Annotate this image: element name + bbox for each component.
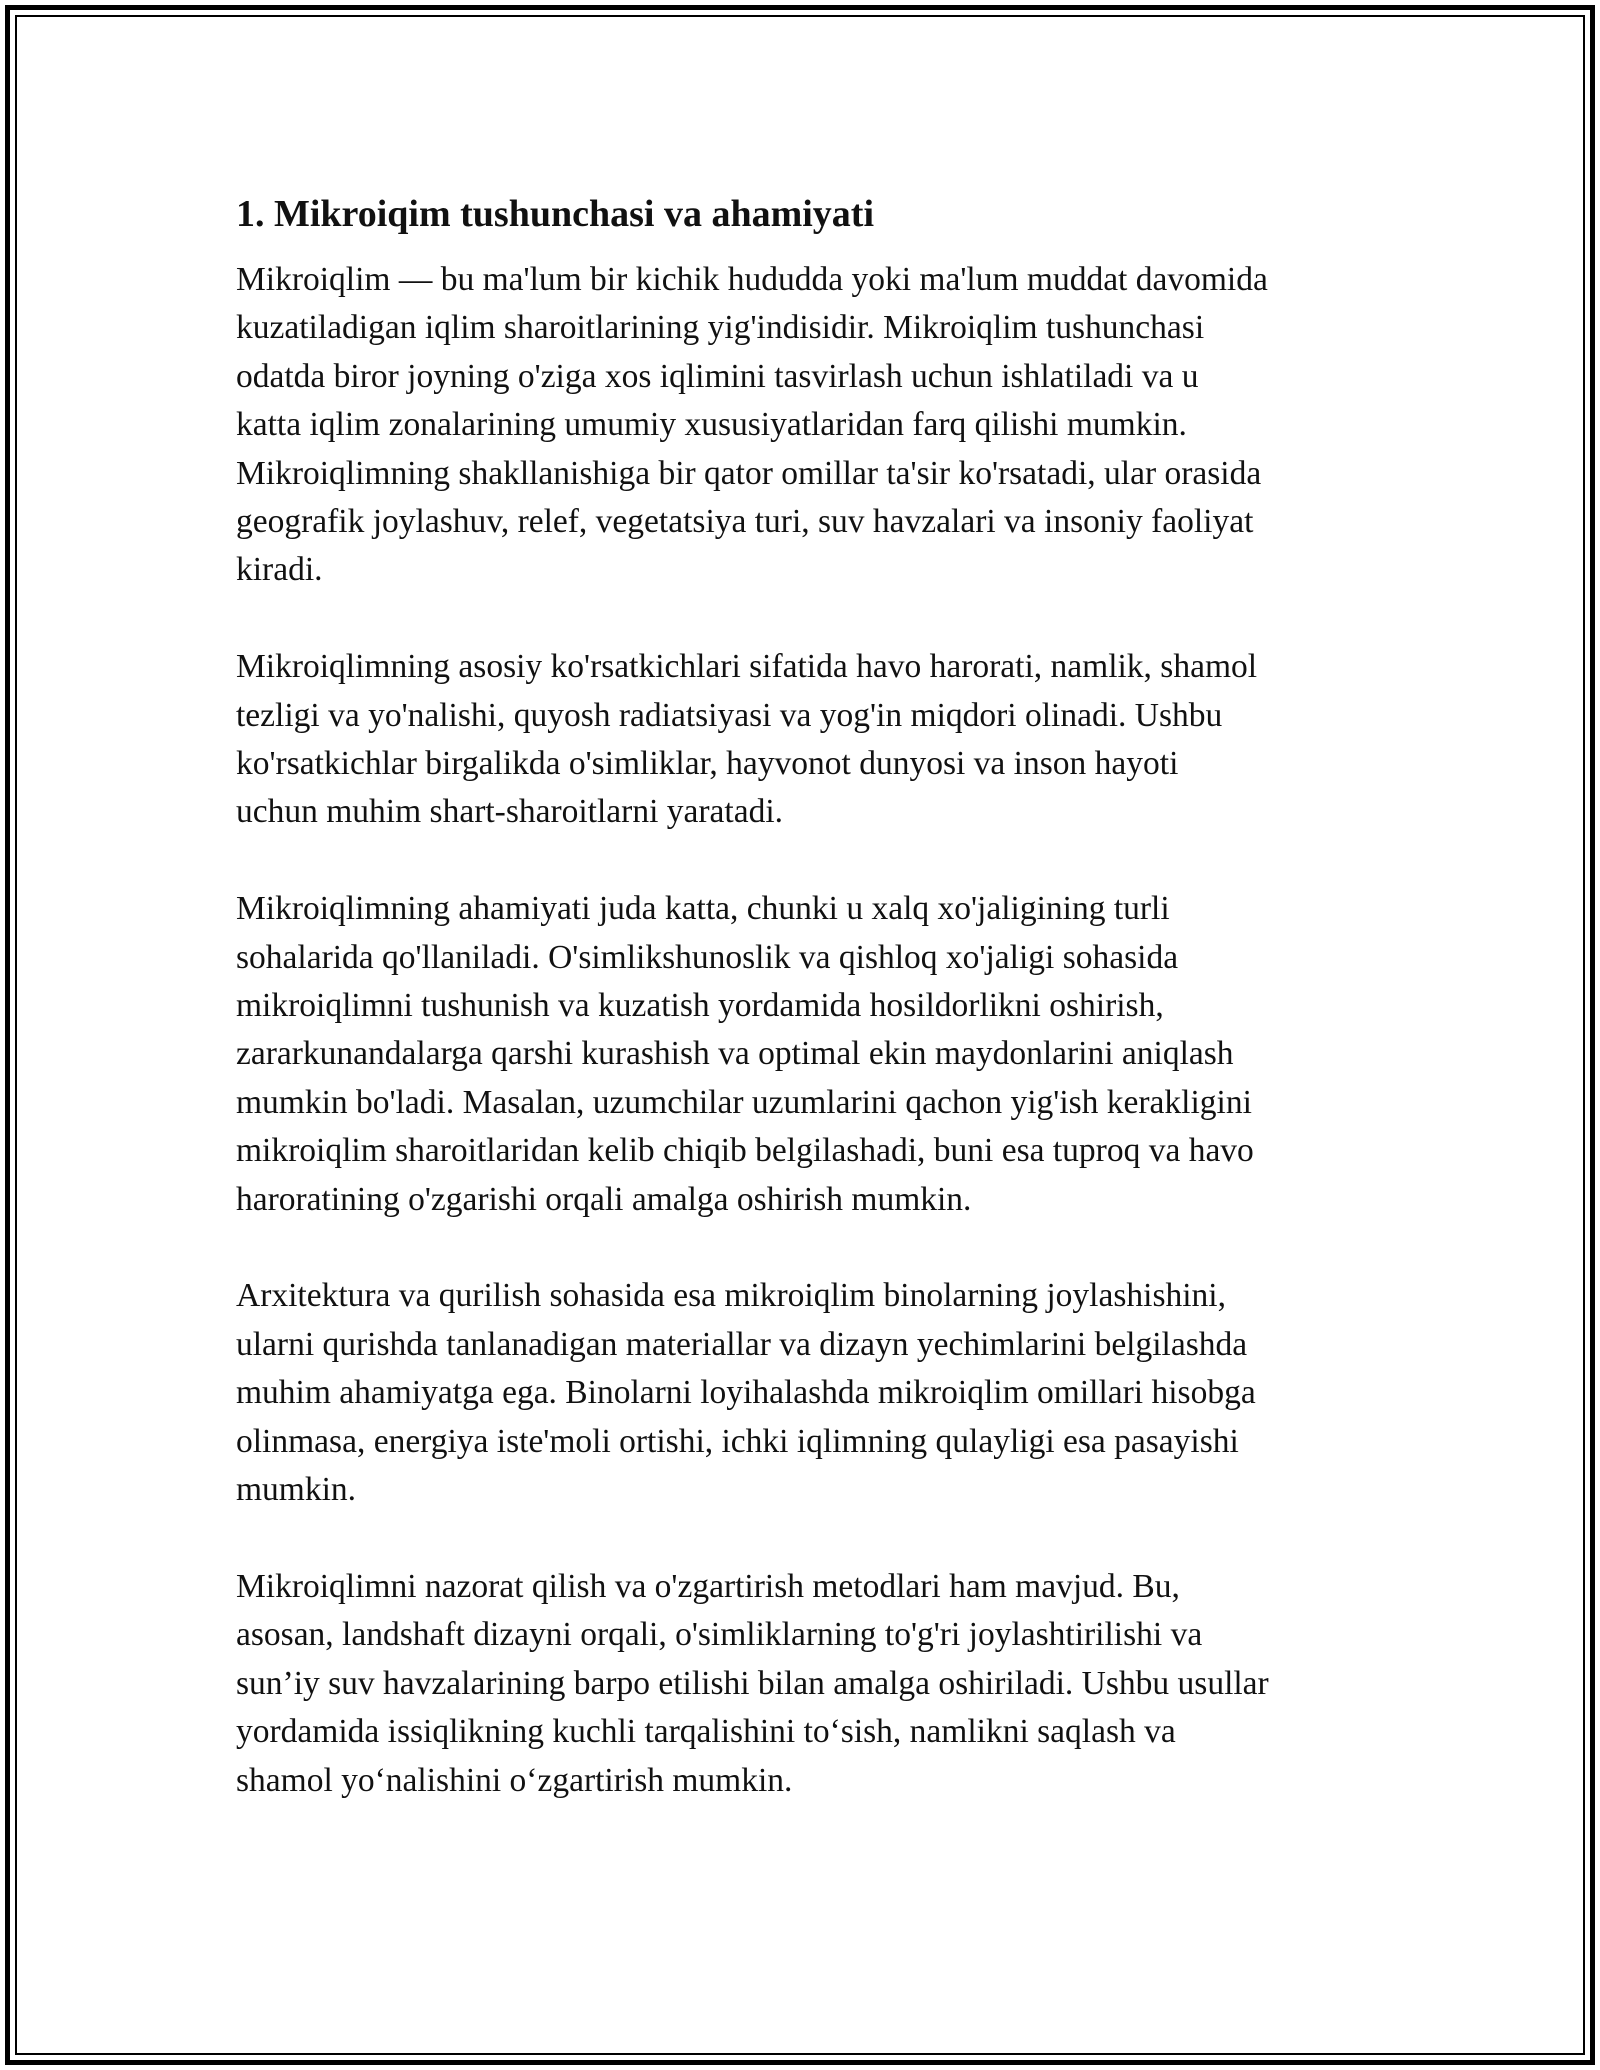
- paragraph-architecture: [236, 1272, 1376, 1514]
- text-line: sohalarida qo'llaniladi. O'simlikshunoslik va qishloq xo'jaligi sohasida: [236, 938, 1179, 976]
- text-line: shamol yo‘nalishini o‘zgartirish mumkin.: [236, 1761, 793, 1799]
- text-line: katta iqlim zonalarining umumiy xususiyatlaridan farq qilishi mumkin.: [236, 406, 1187, 444]
- text-line: odatda biror joyning o'ziga xos iqlimini tasvirlash uchun ishlatiladi va u: [236, 357, 1199, 395]
- text-line: asosan, landshaft dizayni orqali, o'simliklarning to'g'ri joylashtirilishi va: [236, 1616, 1203, 1654]
- text-line: ularni qurishda tanlanadigan materiallar va dizayn yechimlarini belgilashda: [236, 1325, 1248, 1363]
- text-line: haroratining o'zgarishi orqali amalga oshirish mumkin.: [236, 1180, 972, 1218]
- text-line: sun’iy suv havzalarining barpo etilishi bilan amalga oshiriladi. Ushbu usullar: [236, 1664, 1269, 1702]
- text-line: mumkin bo'ladi. Masalan, uzumchilar uzumlarini qachon yig'ish kerakligini: [236, 1083, 1252, 1121]
- text-line: mikroiqlimni tushunish va kuzatish yordamida hosildorlikni oshirish,: [236, 987, 1164, 1025]
- text-line: mikroiqlim sharoitlaridan kelib chiqib belgilashadi, buni esa tuproq va havo: [236, 1132, 1254, 1170]
- text-line: Mikroiqlimning shakllanishiga bir qator omillar ta'sir ko'rsatadi, ular orasida: [236, 454, 1262, 492]
- text-line: zararkunandalarga qarshi kurashish va optimal ekin maydonlarini aniqlash: [236, 1035, 1234, 1073]
- text-line: olinmasa, energiya iste'moli ortishi, ichki iqlimning qulayligi esa pasayishi: [236, 1422, 1239, 1460]
- text-line: tezligi va yo'nalishi, quyosh radiatsiyasi va yog'in miqdori olinadi. Ushbu: [236, 696, 1223, 734]
- text-line: Mikroiqlimning ahamiyati juda katta, chunki u xalq xo'jaligining turli: [236, 890, 1170, 928]
- paragraph-indicators: [236, 643, 1376, 837]
- text-line: mumkin.: [236, 1471, 357, 1509]
- text-line: kiradi.: [236, 551, 323, 589]
- paragraph-definition: [236, 256, 1376, 595]
- text-line: ko'rsatkichlar birgalikda o'simliklar, hayvonot dunyosi va inson hayoti: [236, 745, 1179, 783]
- text-line: muhim ahamiyatga ega. Binolarni loyihalashda mikroiqlim omillari hisobga: [236, 1374, 1256, 1412]
- text-line: Arxitektura va qurilish sohasida esa mikroiqlim binolarning joylashishini,: [236, 1277, 1226, 1315]
- text-line: kuzatiladigan iqlim sharoitlarining yig'indisidir. Mikroiqlim tushunchasi: [236, 309, 1205, 347]
- paragraph-control-methods: [236, 1563, 1376, 1805]
- text-line: Mikroiqlimni nazorat qilish va o'zgartirish metodlari ham mavjud. Bu,: [236, 1567, 1180, 1605]
- text-line: Mikroiqlimning asosiy ko'rsatkichlari sifatida havo harorati, namlik, shamol: [236, 648, 1258, 686]
- text-line: geografik joylashuv, relef, vegetatsiya turi, suv havzalari va insoniy faoliyat: [236, 503, 1254, 541]
- paragraph-importance: [236, 885, 1376, 1224]
- section-heading: 1. Mikroiqim tushunchasi va ahamiyati: [236, 193, 875, 235]
- text-line: Mikroiqlim — bu ma'lum bir kichik hududda yoki ma'lum muddat davomida: [236, 261, 1268, 298]
- text-line: uchun muhim shart-sharoitlarni yaratadi.: [236, 793, 784, 831]
- text-line: yordamida issiqlikning kuchli tarqalishini to‘sish, namlikni saqlash va: [236, 1713, 1176, 1751]
- document-body: [236, 188, 1376, 1853]
